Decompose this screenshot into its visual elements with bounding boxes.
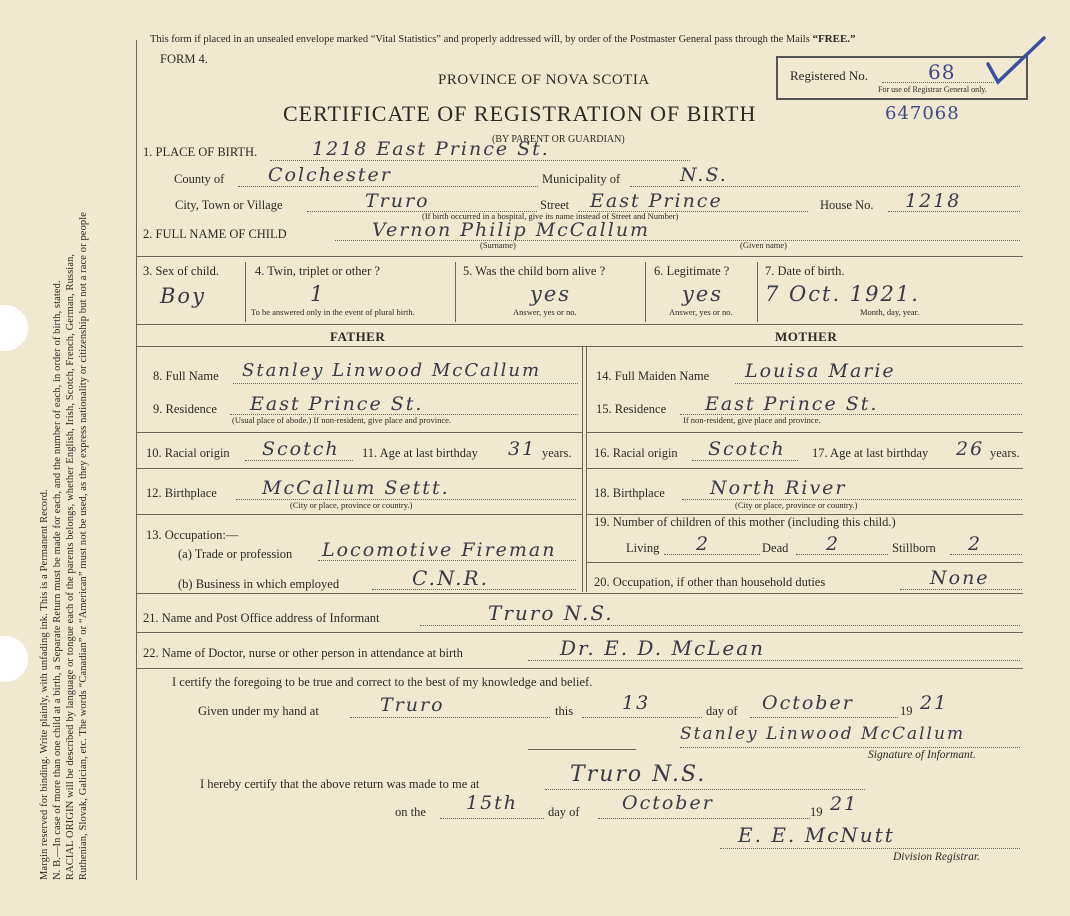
house-line [888,211,1020,212]
dob-label: 7. Date of birth. [765,264,845,278]
mother-heading: MOTHER [775,329,838,344]
dob-value: 7 Oct. 1921. [765,282,920,306]
father-business-value: C.N.R. [412,566,489,590]
mother-race-value: Scotch [708,438,786,460]
given-name-note: (Given name) [740,240,787,250]
certify-day-line [582,717,702,718]
row-divider [586,562,1023,563]
mother-name-line [735,383,1022,384]
on-the-label: on the [395,805,426,819]
living-label: Living [626,541,660,555]
doctor-value: Dr. E. D. McLean [560,636,766,660]
given-label: Given under my hand at [198,704,319,718]
municipality-line [630,186,1020,187]
check-mark-icon [980,34,1050,90]
registrar-place-line [545,789,865,790]
registrar-year-prefix: 19 [810,805,823,819]
twin-note: To be answered only in the event of plural birth. [251,307,415,317]
father-trade-label: (a) Trade or profession [178,547,293,561]
mother-residence-note: If non-resident, give place and province. [683,415,821,425]
by-parent-note: (BY PARENT OR GUARDIAN) [492,134,625,145]
municipality-label: Municipality of [542,172,621,186]
registrar-signature: E. E. McNutt [738,823,895,847]
dob-note: Month, day, year. [860,307,920,317]
child-name-line [335,240,1020,241]
place-label: 1. PLACE OF BIRTH. [143,145,258,159]
father-birthplace-note: (City or place, province or country.) [290,500,413,510]
col-divider [245,262,246,322]
county-value: Colchester [268,164,392,186]
parents-divider [586,346,587,592]
father-race-label: 10. Racial origin [146,446,230,460]
certify-year-prefix: 19 [900,704,913,718]
registrar-month: October [622,792,714,814]
col-divider [757,262,758,322]
county-label: County of [174,172,225,186]
father-race-value: Scotch [262,438,340,460]
stillborn-line [950,554,1022,555]
father-name-label: 8. Full Name [153,369,219,383]
mother-children-label: 19. Number of children of this mother (including this child.) [594,515,896,529]
sex-value: Boy [160,284,206,308]
twin-label: 4. Twin, triplet or other ? [255,264,380,278]
row-divider [137,468,582,469]
form-number: FORM 4. [160,52,208,66]
alive-label: 5. Was the child born alive ? [463,264,606,278]
mother-years: years. [990,446,1020,460]
father-age-value: 31 [508,438,537,460]
twin-value: 1 [310,282,326,306]
certify-month: October [762,692,854,714]
margin-line: Ruthenian, Slovak, Galician, etc. The words “Canadian” or “American” must not be used, as they express nationality or citizenship but not a race or people [78,211,89,880]
registrar-day: 15th [466,792,519,814]
father-age-label: 11. Age at last birthday [362,446,478,460]
registrar-place: Truro N.S. [570,762,707,787]
stillborn-label: Stillborn [892,541,936,555]
row-divider [137,632,1023,633]
row-divider [137,346,1023,347]
doctor-line [528,660,1020,661]
father-trade-line [318,560,576,561]
row-divider [137,256,1023,257]
parents-divider [582,346,583,592]
mother-name-value: Louisa Marie [745,360,896,382]
certify-year: 21 [920,692,949,714]
registrar-day-of-label: day of [548,805,580,819]
binding-hole [0,636,28,682]
registrar-month-line [598,818,810,819]
informant-signature: Stanley Linwood McCallum [680,724,966,744]
surname-note: (Surname) [480,240,516,250]
row-divider [137,668,1023,669]
father-heading: FATHER [330,329,386,344]
place-line [270,160,690,161]
mother-occupation-line [900,589,1022,590]
mother-race-label: 16. Racial origin [594,446,678,460]
hospital-note: (If birth occurred in a hospital, give its name instead of Street and Number) [422,211,679,221]
alive-note: Answer, yes or no. [513,307,577,317]
county-line [238,186,538,187]
father-business-label: (b) Business in which employed [178,577,340,591]
col-divider [455,262,456,322]
row-divider [137,514,582,515]
mother-name-label: 14. Full Maiden Name [596,369,710,383]
col-divider [645,262,646,322]
dead-value: 2 [826,533,841,555]
free-mark: “FREE.” [812,33,856,45]
row-divider [586,468,1023,469]
street-label: Street [540,198,570,212]
mother-birthplace-label: 18. Birthplace [594,486,665,500]
row-divider [137,593,1023,594]
registrar-text: I hereby certify that the above return was made to me at [200,777,480,791]
municipality-value: N.S. [680,164,728,186]
signature-line [680,747,1020,748]
left-border [136,40,137,880]
doctor-label: 22. Name of Doctor, nurse or other person in attendance at birth [143,646,463,660]
top-note [150,33,856,45]
father-birthplace-value: McCallum Settt. [262,477,450,499]
father-race-line [245,460,353,461]
father-residence-value: East Prince St. [250,393,424,415]
registrar-year: 21 [830,793,859,815]
mother-age-value: 26 [956,438,985,460]
certify-text: I certify the foregoing to be true and correct to the best of my knowledge and belief. [172,675,593,689]
signature-label: Signature of Informant. [868,749,976,761]
child-name-label: 2. FULL NAME OF CHILD [143,227,287,241]
dead-label: Dead [762,541,789,555]
certify-month-line [750,717,898,718]
certify-place: Truro [380,694,445,716]
father-business-line [372,589,576,590]
legitimate-note: Answer, yes or no. [669,307,733,317]
row-divider [137,324,1023,325]
row-divider [137,432,582,433]
city-value: Truro [365,190,430,212]
father-trade-value: Locomotive Fireman [322,539,557,561]
margin-line: Margin reserved for binding. Write plainly, with unfading ink. This is a Permanent Record. [39,489,50,880]
living-line [664,554,760,555]
certify-day: 13 [622,692,651,714]
street-value: East Prince [590,190,723,212]
binding-hole [0,305,28,351]
father-name-value: Stanley Linwood McCallum [242,360,542,381]
registered-number: 68 [928,60,956,84]
house-label: House No. [820,198,874,212]
city-label: City, Town or Village [175,198,283,212]
short-rule [528,749,636,750]
registered-label: Registered No. [790,68,868,83]
mother-race-line [692,460,798,461]
informant-label: 21. Name and Post Office address of Informant [143,611,380,625]
registrar-signature-line [720,848,1020,849]
registered-note: For use of Registrar General only. [878,85,987,94]
father-occupation-label: 13. Occupation:— [146,528,239,542]
mother-birthplace-value: North River [710,477,847,499]
margin-line: RACIAL ORIGIN will be described by language or tongue each of the parents belongs, whether English, Irish, Scotch, French, German, Russian, [65,253,76,880]
registrar-label: Division Registrar. [893,851,980,863]
sex-label: 3. Sex of child. [143,264,220,278]
mother-residence-value: East Prince St. [705,393,879,415]
margin-instructions [38,212,90,880]
father-name-line [233,383,578,384]
mother-age-label: 17. Age at last birthday [812,446,929,460]
day-of-label: day of [706,704,738,718]
page-title: CERTIFICATE OF REGISTRATION OF BIRTH [283,101,757,126]
alive-value: yes [530,282,572,306]
top-note-text: This form if placed in an unsealed envelope marked “Vital Statistics” and properly addressed will, by order of the Postmaster General pass through the Mails [150,34,810,45]
informant-value: Truro N.S. [488,601,614,625]
mother-birthplace-note: (City or place, province or country.) [735,500,858,510]
registrar-day-line [440,818,544,819]
row-divider [586,432,1023,433]
father-residence-label: 9. Residence [153,402,217,416]
father-birthplace-label: 12. Birthplace [146,486,217,500]
mother-occupation-label: 20. Occupation, if other than household duties [594,575,826,589]
living-value: 2 [696,533,711,555]
informant-line [420,625,1020,626]
mother-occupation-value: None [930,567,990,589]
margin-line: N. B.—In case of more than one child at a birth, a Separate Return must be made for each, and the number of each, in order of birth, stated. [52,280,63,880]
dead-line [796,554,888,555]
father-residence-note: (Usual place of abode.) If non-resident, give place and province. [232,415,452,425]
house-value: 1218 [905,190,962,212]
certify-place-line [350,717,550,718]
place-value: 1218 East Prince St. [312,138,550,160]
certificate-number: 647068 [885,103,960,124]
stillborn-value: 2 [968,533,983,555]
father-years: years. [542,446,572,460]
legitimate-label: 6. Legitimate ? [654,264,730,278]
mother-residence-label: 15. Residence [596,402,667,416]
child-name-value: Vernon Philip McCallum [372,219,651,241]
province-heading: PROVINCE OF NOVA SCOTIA [438,72,650,88]
legitimate-value: yes [682,282,724,306]
this-label: this [555,704,574,718]
